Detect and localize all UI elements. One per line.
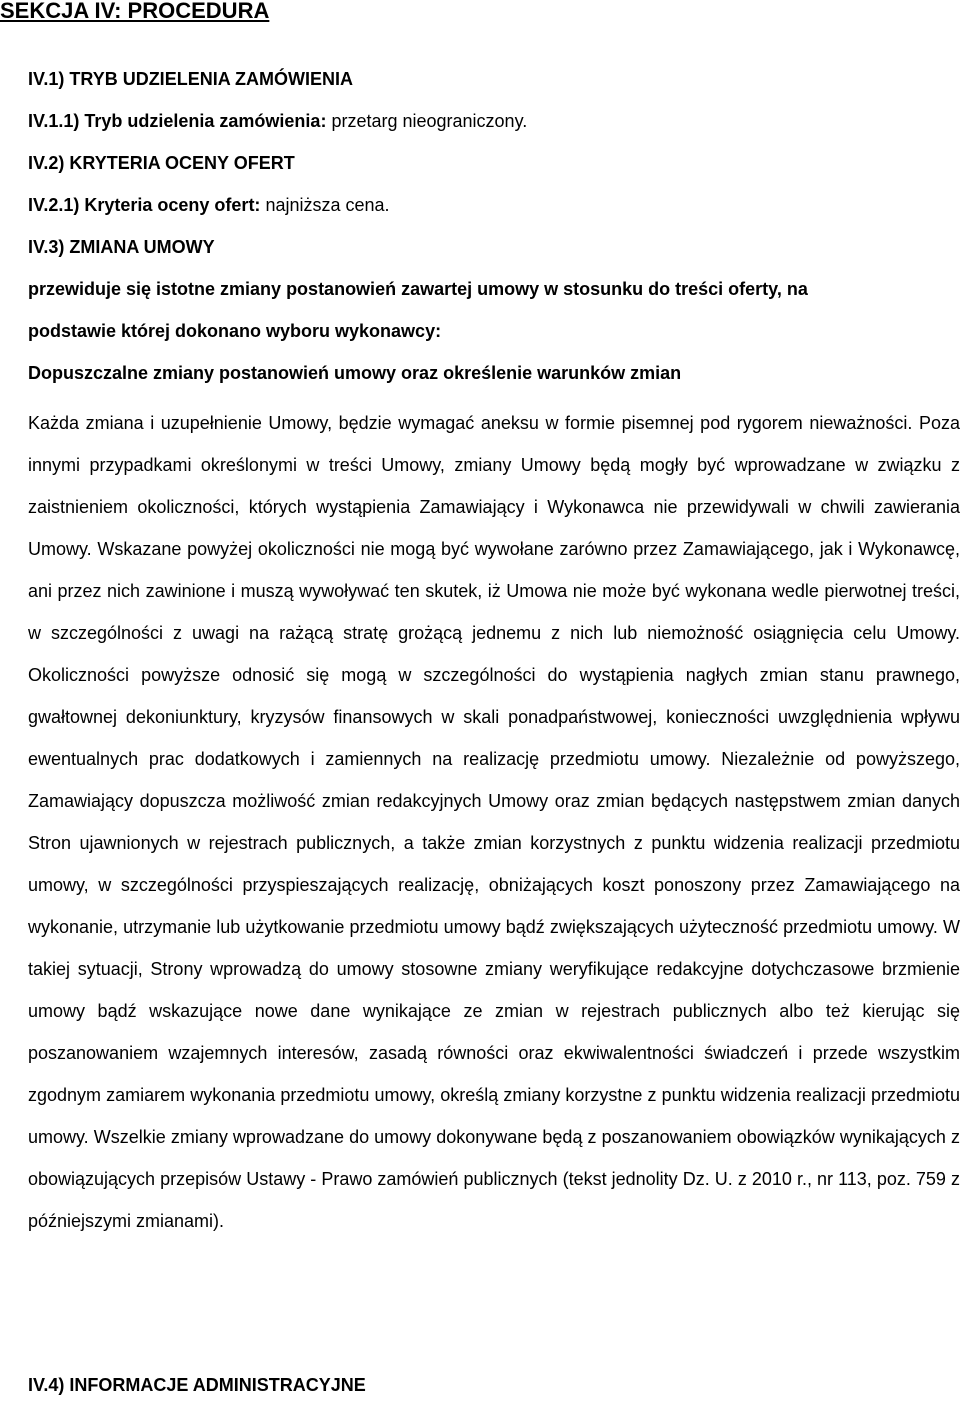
heading-iv4: IV.4) INFORMACJE ADMINISTRACYJNE: [28, 1375, 366, 1395]
item-iv1-1-value: przetarg nieograniczony.: [331, 111, 528, 131]
heading-iv1: IV.1) TRYB UDZIELENIA ZAMÓWIENIA: [28, 69, 354, 89]
subheading-allowed-changes: Dopuszczalne zmiany postanowień umowy oraz określenie warunków zmian: [28, 363, 682, 383]
item-iv2-1-value: najniższa cena.: [265, 195, 390, 215]
clause-line-2: podstawie której dokonano wyboru wykonawcy:: [28, 321, 442, 341]
item-iv1-1-label: IV.1.1) Tryb udzielenia zamówienia:: [28, 111, 327, 131]
heading-iv3: IV.3) ZMIANA UMOWY: [28, 237, 215, 257]
body-paragraph: Każda zmiana i uzupełnienie Umowy, będzie wymagać aneksu w formie pisemnej pod rygorem nieważności. Poza innymi przypadkami określonymi w treści Umowy, zmiany Umowy będą mogły być wprowadzane w związku z zaistnieniem okoliczności, których wystąpienia Zamawiający i Wykonawca nie przewidywali w chwili zawierania Umowy. Wskazane powyżej okoliczności nie mogą być wywołane zarówno przez Zamawiającego, jak i Wykonawcę, ani przez nich zawinione i muszą wywoływać ten skutek, iż Umowa nie może być wykonana wedle pierwotnej treści, w szczególności z uwagi na rażącą stratę grożącą jednemu z nich lub niemożność osiągnięcia celu Umowy. Okoliczności powyższe odnosić się mogą w szczególności do wystąpienia nagłych zmian stanu prawnego, gwałtownej dekoniunktury, kryzysów finansowych w skali ponadpaństwowej, konieczności uwzględnienia wpływu ewentualnych prac dodatkowych i zamiennych na realizację przedmiotu umowy. Niezależnie od powyższego, Zamawiający dopuszcza możliwość zmian redakcyjnych Umowy oraz zmian będących następstwem zmian danych Stron ujawnionych w rejestrach publicznych, a także zmian korzystnych z punktu widzenia realizacji przedmiotu umowy, w szczególności przyspieszających realizację, obniżających koszt ponoszony przez Zamawiającego na wykonanie, utrzymanie lub użytkowanie przedmiotu umowy bądź zwiększających użyteczność przedmiotu umowy. W takiej sytuacji, Strony wprowadzą do umowy stosowne zmiany weryfikujące redakcyjne dotychczasowe brzmienie umowy bądź wskazujące nowe dane wynikające ze zmian w rejestrach publicznych albo też kierując się poszanowaniem wzajemnych interesów, zasadą równości oraz ekwiwalentności świadczeń i przede wszystkim zgodnym zamiarem wykonania przedmiotu umowy, określą zmiany korzystne z punktu widzenia realizacji przedmiotu umowy. Wszelkie zmiany wprowadzane do umowy dokonywane będą z poszanowaniem obowiązków wynikających z obowiązujących przepisów Ustawy - Prawo zamówień publicznych (tekst jednolity Dz. U. z 2010 r., nr 113, poz. 759 z późniejszymi zmianami).: [28, 413, 960, 1231]
clause-line-1: przewiduje się istotne zmiany postanowień zawartej umowy w stosunku do treści oferty, na: [28, 279, 808, 299]
heading-iv2: IV.2) KRYTERIA OCENY OFERT: [28, 153, 295, 173]
section-title: SEKCJA IV: PROCEDURA: [0, 0, 270, 23]
item-iv2-1-label: IV.2.1) Kryteria oceny ofert:: [28, 195, 261, 215]
item-iv1-1: [28, 108, 527, 134]
item-iv2-1: [28, 192, 390, 218]
